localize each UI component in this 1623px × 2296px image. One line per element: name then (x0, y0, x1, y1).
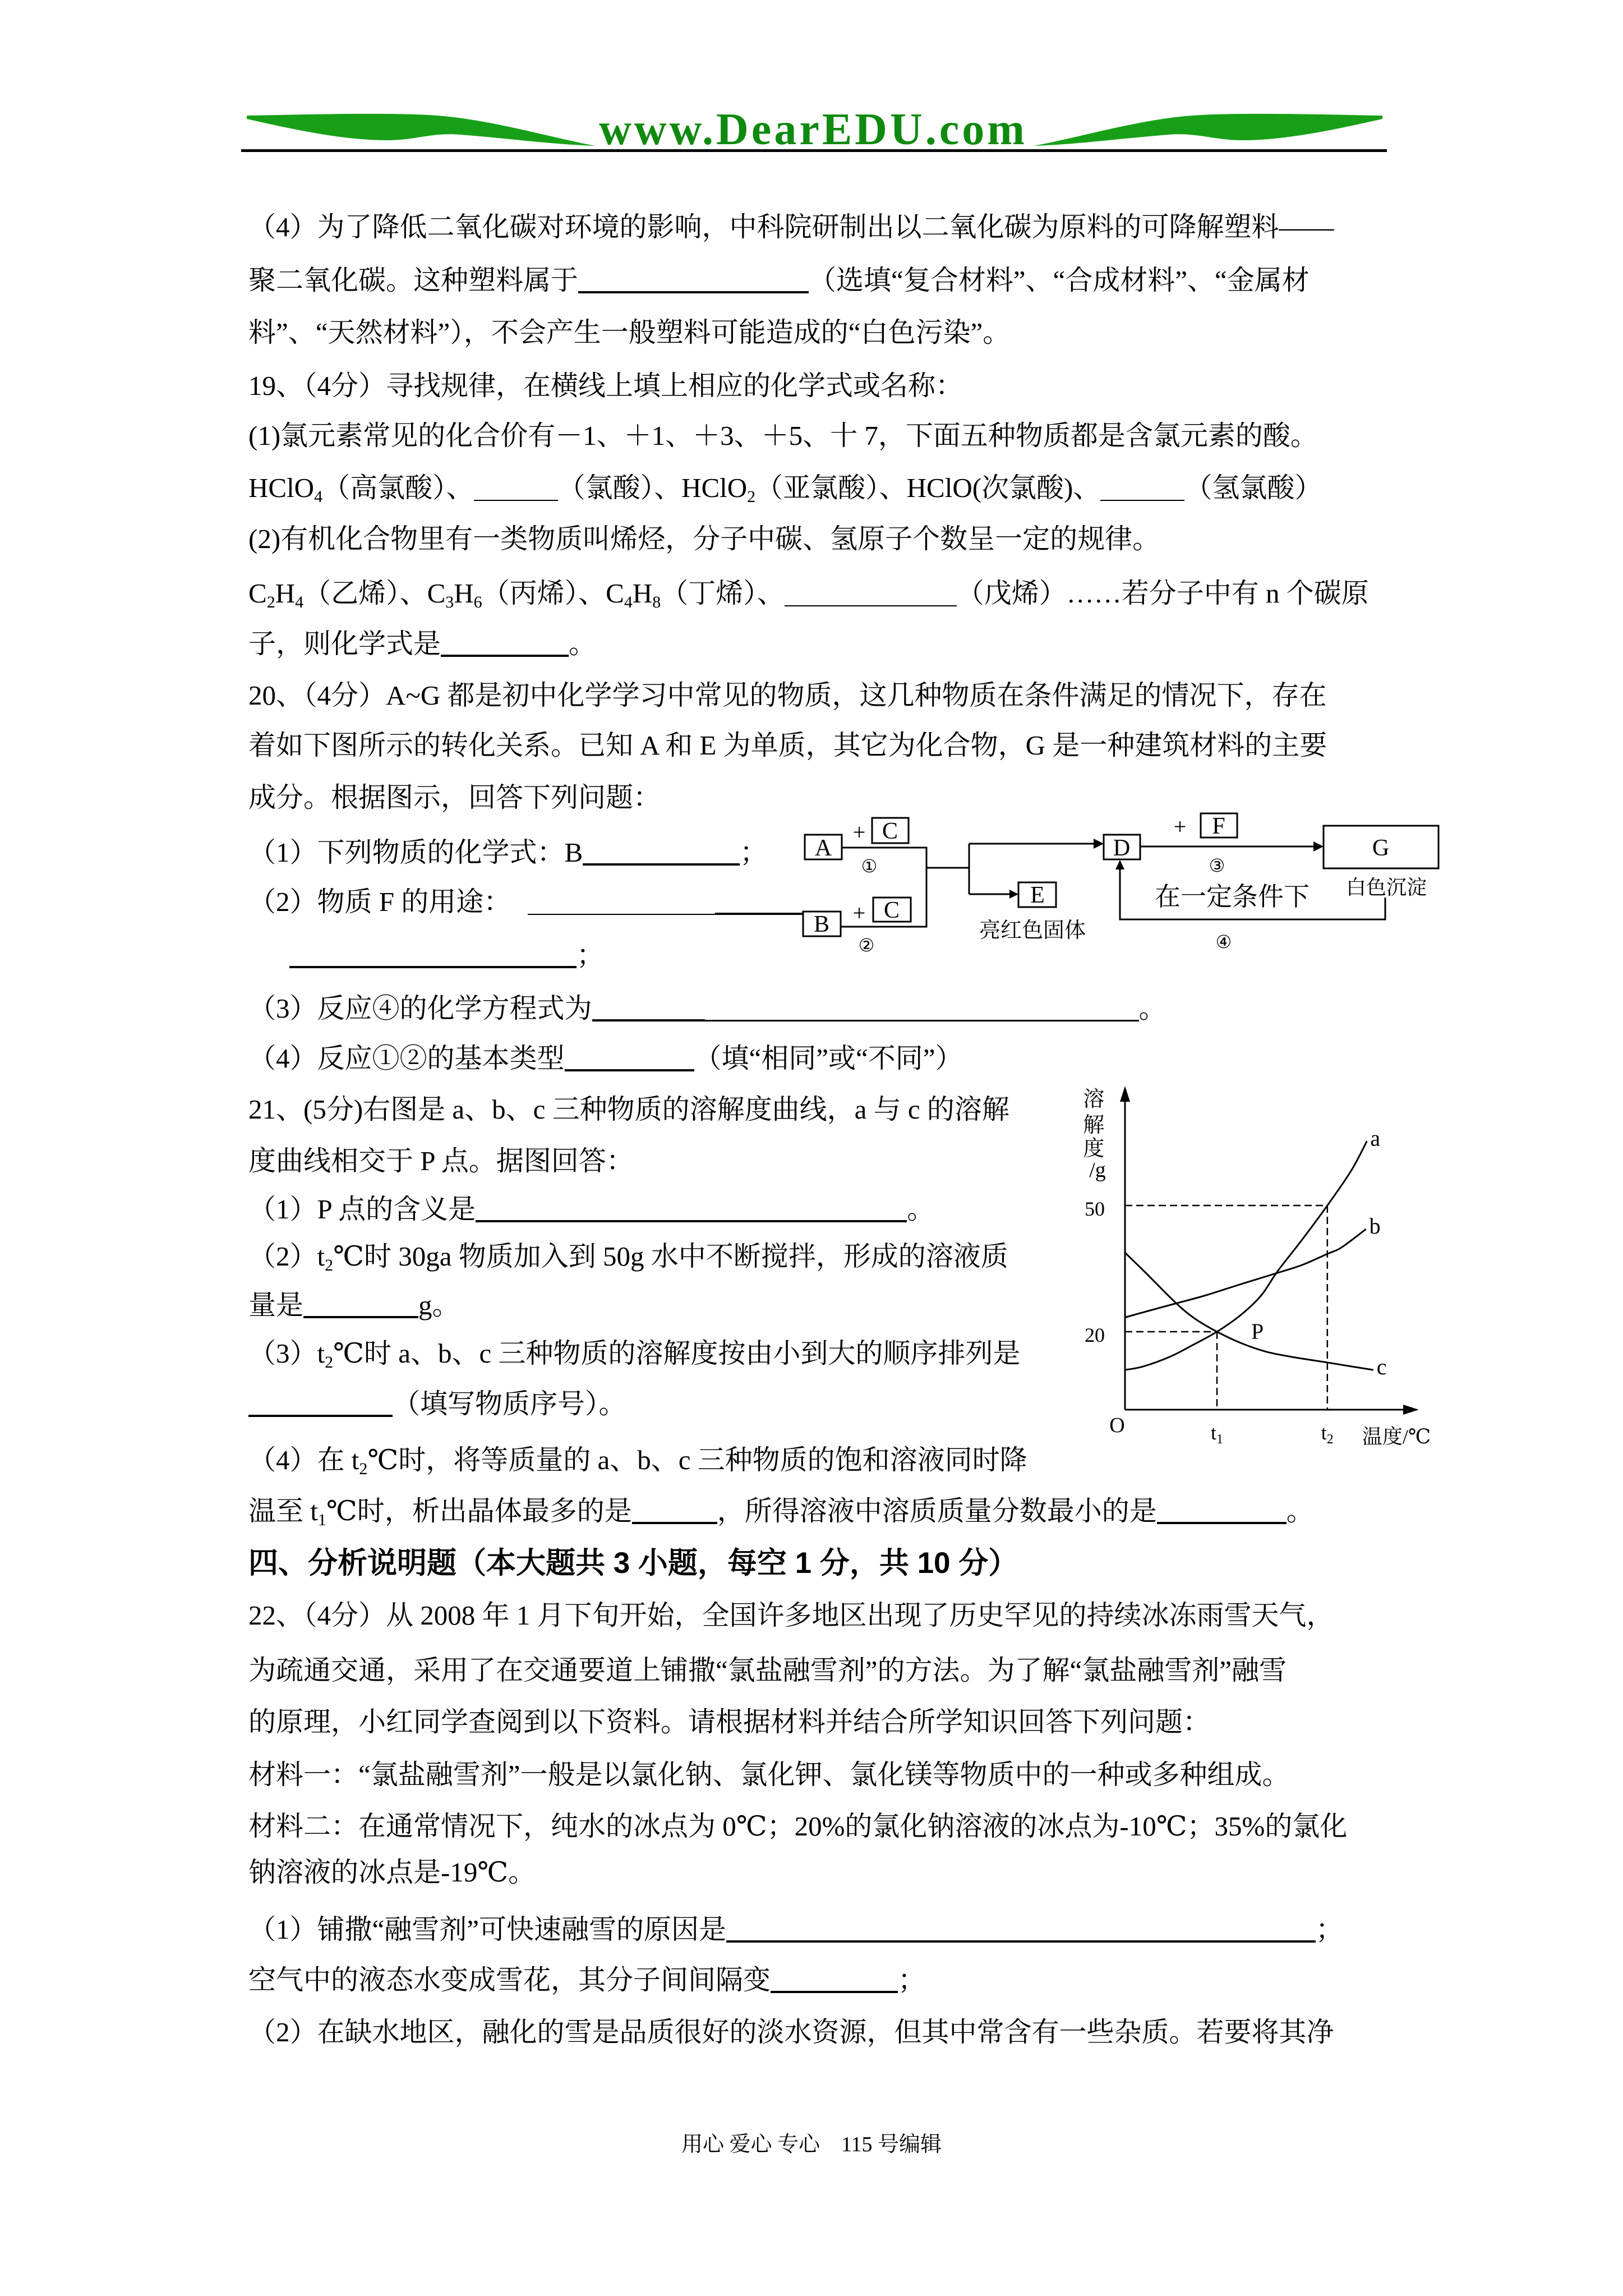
formula-text: HClO (248, 472, 315, 503)
question-text: ℃时，将等质量的 a、b、c 三种物质的饱和溶液同时降 (367, 1444, 1027, 1475)
answer-blank (771, 1968, 898, 1993)
answer-blank (248, 1392, 393, 1417)
x-tick-label (1211, 1421, 1223, 1447)
node-label-a: A (814, 835, 832, 861)
q22-material1: 材料一：“氯盐融雪剂”一般是以氯化钠、氯化钾、氯化镁等物质中的一种或多种组成。 (248, 1759, 1290, 1790)
acid-name: （高氯酸）、 (322, 472, 474, 503)
plus-sign: + (852, 900, 866, 926)
question-text: （1）P 点的含义是 (248, 1194, 476, 1225)
solubility-curve-b (1125, 1229, 1366, 1318)
question-text: 空气中的液态水变成雪花，其分子间间隔变 (248, 1964, 771, 1995)
subscript: 2 (325, 1256, 334, 1274)
question-text: ℃时，析出晶体最多的是 (326, 1496, 632, 1526)
y-tick-label: 50 (1085, 1198, 1105, 1220)
y-tick-label: 20 (1085, 1324, 1105, 1346)
x-tick-subscript: 1 (1216, 1432, 1224, 1447)
x-tick-label (1321, 1421, 1334, 1447)
question-hint: （填“相同”或“不同”） (694, 1043, 963, 1074)
q22-sub1-continued (248, 1963, 925, 1997)
answer-blank (289, 944, 577, 968)
q21-sub4 (248, 1443, 1027, 1477)
answer-blank (592, 997, 705, 1022)
answer-blank (528, 891, 715, 915)
answer-blank (441, 632, 569, 657)
formula-text: （戊烯）……若分子中有 n 个碳原 (956, 578, 1369, 609)
q21-sub3 (248, 1337, 1020, 1370)
q18-part4-line3: 料”、“天然材料”），不会产生一般塑料可能造成的“白色污染”。 (248, 317, 1011, 348)
question-text: ℃时 a、b、c 三种物质的溶解度按由小到大的顺序排列是 (333, 1338, 1021, 1369)
answer-blank (565, 1047, 694, 1071)
question-text: （4）在 t (248, 1444, 359, 1475)
acid-name: （氢氯酸） (1184, 472, 1322, 503)
reaction-step-1: ① (861, 856, 878, 876)
q18-part4-line1: （4）为了降低二氧化碳对环境的影响，中科院研制出以二氧化碳为原料的可降解塑料—— (248, 211, 1334, 242)
punctuation: ； (898, 1964, 926, 1995)
intersection-point-label: P (1251, 1319, 1264, 1344)
question-text: （2）物质 F 的用途： (248, 886, 511, 917)
x-tick-symbol: t (1210, 1421, 1217, 1444)
punctuation: 。 (1138, 993, 1166, 1024)
q20-sub2-continued (248, 938, 604, 972)
q19-part2-alkenes (248, 577, 1369, 610)
plus-sign: + (852, 820, 866, 845)
subscript: 8 (652, 593, 661, 611)
punctuation: ； (740, 837, 768, 868)
punctuation: ； (1316, 1914, 1344, 1945)
q21-stem-line2: 度曲线相交于 P 点。据图回答： (248, 1145, 634, 1176)
q22-material2-line1: 材料二：在通常情况下，纯水的冰点为 0℃；20%的氯化钠溶液的冰点为-10℃；35%的氯化 (248, 1811, 1348, 1842)
q20-sub4 (248, 1042, 963, 1075)
question-text: ℃时 30ga 物质加入到 50g 水中不断搅拌，形成的溶液质 (333, 1241, 1008, 1272)
reaction-flow-diagram (796, 808, 1469, 976)
punctuation: 。 (569, 628, 597, 659)
answer-blank (632, 1499, 717, 1524)
y-axis-label-char: 解 (1083, 1114, 1105, 1137)
arrowhead-icon (1009, 890, 1018, 899)
question-text: （3）反应④的化学方程式为 (248, 993, 592, 1024)
question-text: （2）t (248, 1241, 325, 1272)
reaction-step-3: ③ (1209, 855, 1225, 876)
node-label-c: C (883, 898, 900, 923)
subscript: 4 (295, 593, 304, 611)
reaction-step-2: ② (858, 935, 875, 955)
plus-sign: + (1173, 814, 1187, 839)
reaction-step-4: ④ (1215, 932, 1232, 952)
subscript: 4 (624, 593, 633, 611)
answer-blank (1157, 1499, 1287, 1524)
condition-label: 在一定条件下 (1155, 882, 1310, 911)
solubility-curve-a (1125, 1141, 1367, 1370)
q20-stem-line3: 成分。根据图示，回答下列问题： (248, 782, 661, 813)
question-text: （1）下列物质的化学式：B (248, 837, 583, 868)
q19-part1-acids (248, 471, 1322, 505)
answer-blank (303, 1294, 418, 1318)
q22-stem-line1: 22、（4分）从 2008 年 1 月下旬开始，全国许多地区出现了历史罕见的持续冰冻雨雪天气， (248, 1600, 1334, 1631)
subscript: 2 (747, 487, 756, 506)
question-text: 量是 (248, 1290, 304, 1320)
answer-blank (715, 890, 805, 915)
q22-sub1 (248, 1913, 1343, 1947)
formula-text: H (632, 578, 653, 609)
node-label-f: F (1212, 813, 1225, 839)
formula-text: （丁烯）、 (661, 578, 785, 609)
q18-part4-text: 聚二氧化碳。这种塑料属于 (248, 265, 579, 296)
formula-text: （乙烯）、C (303, 578, 446, 609)
origin-label: O (1109, 1414, 1125, 1437)
q21-sub2-continued (248, 1289, 460, 1322)
punctuation: 。 (1286, 1496, 1314, 1526)
subscript: 6 (473, 593, 482, 611)
q18-part4-options: （选填“复合材料”、“合成材料”、“金属材 (809, 265, 1310, 296)
answer-blank (726, 1918, 1316, 1943)
y-axis-arrow-icon (1120, 1086, 1130, 1102)
right-swoosh-icon (1034, 114, 1382, 146)
answer-blank (474, 477, 558, 501)
q19-stem: 19、（4分）寻找规律，在横线上填上相应的化学式或名称： (248, 370, 963, 401)
subscript: 2 (266, 593, 275, 611)
solubility-curve-c (1125, 1253, 1373, 1370)
x-axis-label: 温度/℃ (1362, 1425, 1431, 1448)
arrowhead-icon (1115, 860, 1124, 869)
q20-stem-line2: 着如下图所示的转化关系。已知 A 和 E 为单质，其它为化合物，G 是一种建筑材料的主要 (248, 730, 1327, 761)
q21-sub4-continued (248, 1494, 1314, 1528)
formula-text: C (248, 578, 267, 609)
punctuation: 。 (907, 1194, 935, 1225)
q22-sub2: （2）在缺水地区，融化的雪是品质很好的淡水资源，但其中常含有一些杂质。若要将其净 (248, 2017, 1334, 2047)
question-text: 温至 t (248, 1496, 318, 1526)
q19-part2-text: (2)有机化合物里有一类物质叫烯烃，分子中碳、氢原子个数呈一定的规律。 (248, 523, 1160, 554)
node-label-e: E (1030, 882, 1045, 908)
subscript: 2 (359, 1460, 368, 1478)
arrowhead-icon (1094, 839, 1104, 849)
node-label-b: B (813, 912, 830, 937)
answer-blank (705, 997, 1139, 1022)
question-text: 子，则化学式是 (248, 628, 441, 659)
answer-blank (583, 841, 740, 866)
subscript: 3 (445, 593, 454, 611)
question-text: （3）t (248, 1338, 325, 1369)
curve-label-c: c (1376, 1354, 1387, 1380)
q21-sub2 (248, 1240, 1008, 1273)
acid-name: （亚氯酸）、HClO(次氯酸)、 (755, 472, 1101, 503)
y-axis-label-char: 溶 (1083, 1088, 1105, 1111)
q21-sub1 (248, 1193, 934, 1226)
question-text: （4）反应①②的基本类型 (248, 1043, 565, 1074)
node-label-g: G (1372, 835, 1390, 861)
q20-sub3 (248, 992, 1166, 1025)
answer-blank (476, 1198, 907, 1222)
q21-sub3-continued (248, 1387, 626, 1421)
q20-sub2 (248, 885, 805, 919)
left-swoosh-icon (247, 114, 596, 146)
q20-sub1 (248, 836, 767, 869)
x-axis-arrow-icon (1403, 1405, 1419, 1415)
x-tick-symbol: t (1321, 1421, 1327, 1444)
q19-part2-end (248, 627, 596, 661)
question-text: （1）铺撒“融雪剂”可快速融雪的原因是 (248, 1914, 726, 1945)
y-axis-label-unit: /g (1089, 1158, 1106, 1182)
formula-text: H (454, 578, 474, 609)
q22-material2-line2: 钠溶液的冰点是-19℃。 (248, 1857, 536, 1888)
answer-blank (1100, 477, 1184, 501)
site-logo-text: www.DearEDU.com (599, 105, 1027, 154)
chart-marks (1085, 1125, 1387, 1447)
answer-blank (578, 269, 809, 293)
question-hint: （填写物质序号）。 (393, 1388, 626, 1419)
q20-stem-line1: 20、（4分）A~G 都是初中化学学习中常见的物质，这几种物质在条件满足的情况下，存在 (248, 680, 1327, 711)
formula-text: H (275, 578, 296, 609)
punctuation: ； (577, 940, 605, 970)
section-heading: 四、分析说明题（本大题共 3 小题，每空 1 分，共 10 分） (248, 1547, 1018, 1580)
q22-stem-line2: 为疏通交通，采用了在交通要道上铺撒“氯盐融雪剂”的方法。为了解“氯盐融雪剂”融雪 (248, 1655, 1287, 1686)
formula-text: （丙烯）、C (482, 578, 624, 609)
y-axis-label (1083, 1088, 1110, 1182)
q22-stem-line3: 的原理，小红同学查阅到以下资料。请根据材料并结合所学知识回答下列问题： (248, 1706, 1211, 1737)
q19-part1-text: (1)氯元素常见的化合价有－1、＋1、＋3、＋5、十 7，下面五种物质都是含氯元素的酸。 (248, 420, 1318, 451)
q18-part4-line2 (248, 264, 1310, 297)
answer-blank (785, 583, 957, 606)
e-caption: 亮红色固体 (979, 919, 1086, 942)
page-footer: 用心 爱心 专心 115 号编辑 (681, 2133, 942, 2156)
arrowhead-icon (1313, 841, 1324, 852)
x-tick-subscript: 2 (1326, 1432, 1334, 1447)
curve-label-b: b (1369, 1213, 1381, 1239)
g-caption: 白色沉淀 (1345, 876, 1427, 899)
curve-label-a: a (1370, 1125, 1381, 1151)
unit-text: g。 (418, 1290, 460, 1320)
subscript: 2 (325, 1353, 334, 1372)
solubility-curve-chart (1082, 1083, 1464, 1464)
subscript: 1 (317, 1511, 326, 1529)
acid-name: （氯酸）、HClO (557, 472, 748, 503)
q21-stem-line1: 21、(5分)右图是 a、b、c 三种物质的溶解度曲线，a 与 c 的溶解 (248, 1094, 1009, 1125)
subscript: 4 (314, 487, 323, 506)
node-label-d: D (1113, 835, 1131, 861)
question-text: ，所得溶液中溶质质量分数最小的是 (717, 1496, 1157, 1526)
node-label-c: C (882, 818, 898, 844)
y-axis-label-char: 度 (1083, 1137, 1105, 1161)
